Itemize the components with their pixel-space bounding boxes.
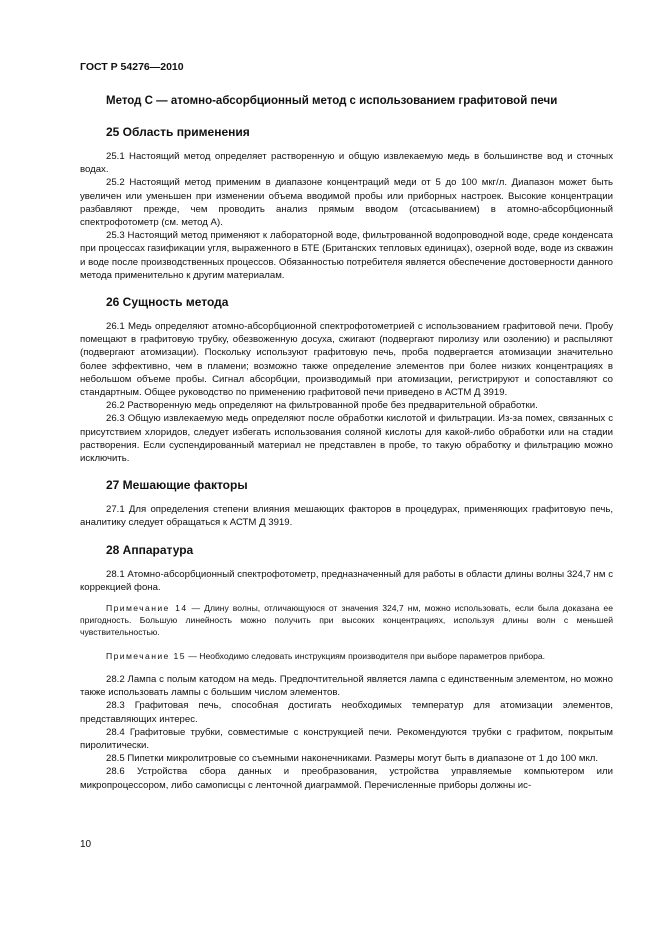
section-25: [80, 125, 613, 282]
paragraph: 28.2 Лампа с полым катодом на медь. Предпочтительной является лампа с единственным элементом, но можно также использовать лампы с большим числом элементов.: [80, 673, 613, 699]
paragraph: 28.3 Графитовая печь, способная достигать необходимых температур для атомизации элементов, представляющих интерес.: [80, 700, 613, 725]
section-title: 26 Сущность метода: [106, 295, 229, 310]
note-14: [80, 602, 613, 639]
document-header: ГОСТ Р 54276—2010: [80, 61, 184, 73]
paragraph: 26.3 Общую извлекаемую медь определяют после обработки кислотой и фильтрации. Из-за помех, связанных с присутствием хлоридов, следует избегать использования соляной кислоты для какой-либо обработки или на стадии растворения. Если суспендированный материал не представлен в пробе, то такую обработку и фильтрацию можно исключить.: [80, 413, 613, 465]
note-15: [80, 650, 613, 662]
section-title: 28 Аппаратура: [106, 542, 194, 557]
note-label: Примечание 14: [106, 603, 188, 614]
paragraph: 26.1 Медь определяют атомно-абсорбционной спектрофотометрией с использованием графитовой печи. Пробу помещают в графитовую трубку, обезвоженную досуха, сжигают (подвергают пиролизу или озолению) и распыляют (подвергают атомизации). Поскольку используют графитовую печь, проба подвергается атомизации значительно более эффективно, чем в пламени; возможно также определение элементов при более низких концентрациях в небольшом объеме пробы. Сигнал абсорбции, производимый при атомизации, регистрируют и сопоставляют со стандартным. Общее руководство по применению графитовой печи приведено в АСТМ Д 3919.: [80, 321, 613, 399]
note-text: — Длину волны, отличающуюся от значения 324,7 нм, можно использовать, если была доказана ее пригодность. Большую линейность можно получить при высоких концентрациях, используя длины волн с меньшей чувствительностью.: [80, 603, 613, 638]
paragraph: 25.3 Настоящий метод применяют к лабораторной воде, фильтрованной водопроводной воде, среде конденсата при процессах газификации угля, выраженного в БТЕ (Британских тепловых единицах), озерной воде, воде из скважин и воде после производственных процессов. Обязанностью потребителя является обеспечение достоверности данного метода применительно к другим материалам.: [80, 230, 613, 281]
paragraph: 28.6 Устройства сбора данных и преобразования, устройства управляемые компьютером или микропроцессором, либо самописцы с ленточной диаграммой. Перечисленные приборы должны ис-: [80, 766, 613, 791]
section-28: [80, 543, 613, 792]
paragraph: 28.1 Атомно-абсорбционный спектрофотометр, предназначенный для работы в области длины волны 324,7 нм с коррекцией фона.: [80, 568, 613, 593]
page-content: [80, 93, 613, 805]
paragraph: 25.2 Настоящий метод применим в диапазоне концентраций меди от 5 до 100 мкг/л. Диапазон может быть увеличен или уменьшен при изменении объема вводимой пробы или приборных настроек. Высокие концентрации разбавляют прежде, чем проводить анализ прямым вводом (отсасыванием) в атомно-абсорбционный спектрофотометр (см. метод А).: [80, 177, 613, 229]
paragraph: 25.1 Настоящий метод определяет растворенную и общую извлекаемую медь в большинстве вод и сточных водах.: [80, 151, 613, 176]
section-26: [80, 295, 613, 465]
page-number: 10: [80, 839, 92, 850]
section-27: [80, 478, 613, 529]
paragraph: 26.2 Растворенную медь определяют на фильтрованной пробе без предварительной обработки.: [106, 400, 538, 412]
note-text: — Необходимо следовать инструкциям производителя при выборе параметров прибора.: [185, 650, 546, 661]
section-title: 27 Мешающие факторы: [106, 478, 248, 493]
paragraph: 28.4 Графитовые трубки, совместимые с конструкцией печи. Рекомендуются трубки с графитом, покрытым пиролитически.: [80, 726, 613, 751]
paragraph: 28.5 Пипетки микролитровые со съемными наконечниками. Размеры могут быть в диапазоне от 1 до 100 мкл.: [106, 753, 599, 765]
method-title: Метод С — атомно-абсорбционный метод с использованием графитовой печи: [106, 95, 558, 107]
section-title: 25 Область применения: [106, 125, 250, 139]
note-label: Примечание 15: [106, 650, 186, 661]
paragraph: 27.1 Для определения степени влияния мешающих факторов в процедурах, применяющих графитовую печь, аналитику следует обращаться к АСТМ Д 3919.: [80, 504, 613, 529]
